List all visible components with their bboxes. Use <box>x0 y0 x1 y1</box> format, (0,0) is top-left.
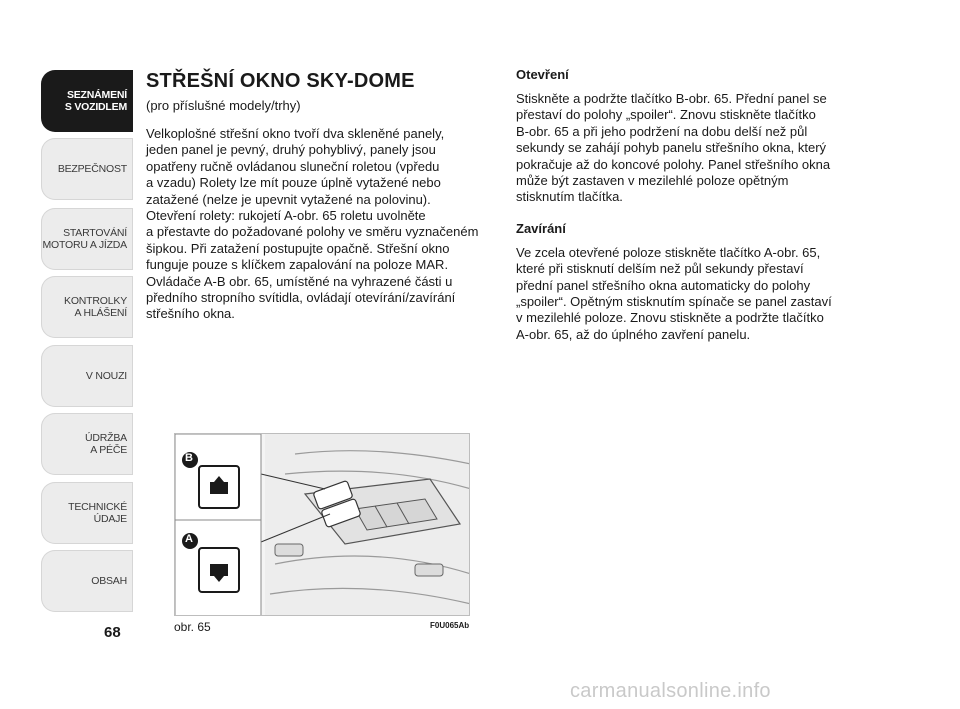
tab-label: KONTROLKY A HLÁŠENÍ <box>64 295 127 319</box>
tab-label: STARTOVÁNÍ MOTORU A JÍZDA <box>42 227 127 251</box>
label-b: B <box>185 452 193 464</box>
right-column <box>516 66 861 343</box>
tab-udrzba[interactable] <box>41 413 133 475</box>
tab-bezpecnost[interactable] <box>41 138 133 200</box>
tab-v-nouzi[interactable] <box>41 345 133 407</box>
tab-label: BEZPEČNOST <box>57 163 127 175</box>
figure-sunroof-controls <box>174 433 470 616</box>
left-column <box>146 70 496 323</box>
paragraph-close: Ve zcela otevřené poloze stiskněte tlačítko A-obr. 65, které při stisknutí delším než půl sekundy přestaví přední panel střešního okna automaticky do polohy „spoiler“. Opětným stisknutím spínače se panel zastaví v mezilehlé poloze. Znovu stiskněte a podržte tlačítko A-obr. 65, až do úplného zavření panelu. <box>516 244 832 342</box>
heading-open: Otevření <box>516 67 569 82</box>
label-a: A <box>185 533 193 545</box>
figure-caption: obr. 65 <box>174 620 211 634</box>
tab-label: TECHNICKÉ ÚDAJE <box>68 501 127 525</box>
tab-seznameni[interactable] <box>41 70 133 132</box>
tab-label: ÚDRŽBA A PÉČE <box>85 432 127 456</box>
page-number: 68 <box>104 624 121 641</box>
figure-code: F0U065Ab <box>430 621 470 630</box>
tab-label: OBSAH <box>91 575 127 587</box>
watermark: carmanualsonline.info <box>570 680 771 702</box>
heading-close: Zavírání <box>516 220 566 236</box>
tab-label: SEZNÁMENÍ S VOZIDLEM <box>64 89 127 113</box>
section-body: Velkoplošné střešní okno tvoří dva skleněné panely, jeden panel je pevný, druhý pohyblivý, panely jsou opatřeny ručně ovládanou sluneční roletou (vpředu a vzadu) Rolety lze mít pouze úplně vytažené nebo zatažené (nelze je upevnit vytažené na polovinu). Otevření rolety: rukojetí A-obr. 65 roletu uvolněte a přestavte do požadované polohy ve směru vyznačeném šipkou. Při zatažení postupujte opačně. Střešní okno funguje pouze s klíčkem zapalování na poloze MAR. Ovládače A-B obr. 65, umístěné na vyhrazené části u předního stropního svítidla, ovládají otevírání/zavírání střešního okna. <box>146 126 479 322</box>
tab-technicke[interactable] <box>41 482 133 544</box>
sunroof-illustration <box>175 434 470 616</box>
section-title: STŘEŠNÍ OKNO SKY-DOME <box>146 70 415 92</box>
tab-obsah[interactable] <box>41 550 133 612</box>
tab-label: V NOUZI <box>85 370 127 382</box>
tab-kontrolky[interactable] <box>41 276 133 338</box>
paragraph-open: Stiskněte a podržte tlačítko B-obr. 65. Přední panel se přestaví do polohy „spoiler“. Znovu stiskněte tlačítko B-obr. 65 a při jeho podržení na dobu delší než půl sekundy se zahájí pohyb panelu střešního okna, který pokračuje až do koncové polohy. Panel střešního okna může být zastaven v mezilehlé poloze opětným stisknutím tlačítka. <box>516 91 831 205</box>
tab-startovani[interactable] <box>41 208 133 270</box>
section-subtitle: (pro příslušné modely/trhy) <box>146 98 301 113</box>
